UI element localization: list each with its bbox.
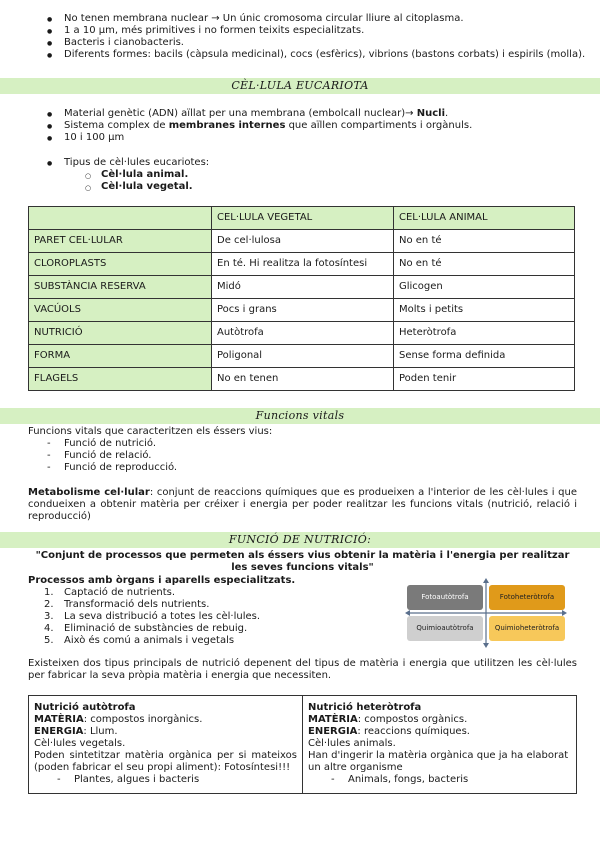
table-row bbox=[29, 230, 575, 253]
table-cell: Sense forma definida bbox=[394, 345, 575, 368]
list-item: 2. Transformació dels nutrients. bbox=[44, 599, 210, 610]
table-row-header: VACÚOLS bbox=[29, 299, 212, 322]
vital-functions-list bbox=[64, 438, 177, 474]
quadrant-fotoheterotrofa: Fotoheteròtrofa bbox=[489, 585, 565, 610]
table-cell: Glicogen bbox=[394, 276, 575, 299]
table-header-row bbox=[29, 207, 575, 230]
nutrition-quadrant-diagram bbox=[405, 578, 567, 648]
quadrant-fotoautotrofa: Fotoautòtrofa bbox=[407, 585, 483, 610]
eukaryote-types-sublist bbox=[101, 169, 193, 193]
autotrofa-description: Poden sintetitzar matèria orgànica per si mateixos (poden fabricar el seu propi aliment): Fotosíntesi!!! bbox=[34, 750, 297, 773]
nutrition-types-table bbox=[28, 695, 577, 794]
autotrofa-materia: MATÈRIA: compostos inorgànics. bbox=[34, 714, 203, 725]
list-item: ● 1 a 10 µm, més primitives i no formen teixits especialitzats. bbox=[64, 25, 585, 37]
table-cell: Poligonal bbox=[212, 345, 394, 368]
list-item: 3. La seva distribució a totes les cèl·lules. bbox=[44, 611, 261, 622]
section-title-vital: Funcions vitals bbox=[255, 409, 345, 422]
list-item: ● Diferents formes: bacils (càpsula medicinal), cocs (esfèrics), vibrions (bastons corbats) i espirils (molla). bbox=[64, 49, 585, 61]
quadrant-quimioheterotrofa: Quimioheteròtrofa bbox=[489, 616, 565, 641]
nutrition-quote: "Conjunt de processos que permeten als éssers vius obtenir la matèria i l'energia per realitzar les seves funcions vitals" bbox=[35, 550, 570, 573]
eukaryote-types-list bbox=[64, 157, 209, 169]
heterotrofa-materia: MATÈRIA: compostos orgànics. bbox=[308, 714, 468, 725]
list-item: ○ Cèl·lula vegetal. bbox=[101, 181, 193, 193]
table-row bbox=[29, 253, 575, 276]
table-row-header: PARET CEL·LULAR bbox=[29, 230, 212, 253]
table-row bbox=[29, 368, 575, 391]
table-cell: En té. Hi realitza la fotosíntesi bbox=[212, 253, 394, 276]
table-cell: No en tenen bbox=[212, 368, 394, 391]
table-header-cell bbox=[29, 207, 212, 230]
table-row bbox=[29, 276, 575, 299]
comparison-table bbox=[28, 206, 575, 391]
table-row-header: CLOROPLASTS bbox=[29, 253, 212, 276]
list-item: ● Tipus de cèl·lules eucariotes: bbox=[64, 157, 209, 169]
table-cell: No en té bbox=[394, 253, 575, 276]
table-cell: De cel·lulosa bbox=[212, 230, 394, 253]
vital-intro: Funcions vitals que caracteritzen els éssers vius: bbox=[28, 426, 273, 437]
list-item: - Funció de nutrició. bbox=[64, 438, 177, 450]
list-item: ● No tenen membrana nuclear → Un únic cromosoma circular lliure al citoplasma. bbox=[64, 13, 585, 25]
list-item: ● 10 i 100 µm bbox=[64, 132, 472, 144]
table-row-header: SUBSTÀNCIA RESERVA bbox=[29, 276, 212, 299]
heterotrofa-examples bbox=[308, 774, 571, 786]
heterotrofa-cells: Cèl·lules animals. bbox=[308, 738, 396, 749]
list-item: ○ Cèl·lula animal. bbox=[101, 169, 193, 181]
table-row-header: NUTRICIÓ bbox=[29, 322, 212, 345]
list-item: 1. Captació de nutrients. bbox=[44, 587, 176, 598]
nutrition-types-paragraph: Existeixen dos tipus principals de nutrició depenent del tipus de matèria i energia que utilitzen les cèl·lules per fabricar la seva pròpia matèria i energia que necessiten. bbox=[28, 658, 577, 681]
table-header-cell: CEL·LULA VEGETAL bbox=[212, 207, 394, 230]
list-item: - Plantes, algues i bacteris bbox=[74, 774, 297, 786]
list-item: - Funció de reproducció. bbox=[64, 462, 177, 474]
table-cell: No en té bbox=[394, 230, 575, 253]
table-row bbox=[29, 299, 575, 322]
table-row bbox=[29, 322, 575, 345]
section-title-nutrition: FUNCIÓ DE NUTRICIÓ: bbox=[228, 533, 372, 546]
autotrofa-examples bbox=[34, 774, 297, 786]
table-row bbox=[29, 345, 575, 368]
list-item: ● Material genètic (ADN) aïllat per una membrana (embolcall nuclear)→ Nucli. bbox=[64, 108, 472, 120]
table-cell: Autòtrofa bbox=[212, 322, 394, 345]
list-item: - Animals, fongs, bacteris bbox=[348, 774, 571, 786]
autotrofa-column bbox=[29, 696, 302, 793]
heterotrofa-description: Han d'ingerir la matèria orgànica que ja ha elaborat un altre organisme bbox=[308, 750, 569, 773]
list-item: ● Bacteris i cianobacteris. bbox=[64, 37, 585, 49]
list-item: 5. Això és comú a animals i vegetals bbox=[44, 635, 235, 646]
quadrant-quimioautotrofa: Quimioautòtrofa bbox=[407, 616, 483, 641]
prokaryote-list bbox=[64, 13, 585, 61]
list-item: - Funció de relació. bbox=[64, 450, 177, 462]
autotrofa-title: Nutrició autòtrofa bbox=[34, 702, 136, 713]
table-header-cell: CEL·LULA ANIMAL bbox=[394, 207, 575, 230]
table-cell: Pocs i grans bbox=[212, 299, 394, 322]
heterotrofa-title: Nutrició heteròtrofa bbox=[308, 702, 422, 713]
table-row-header: FLAGELS bbox=[29, 368, 212, 391]
process-steps-list bbox=[44, 587, 261, 647]
table-row-header: FORMA bbox=[29, 345, 212, 368]
metabolism-paragraph: Metabolisme cel·lular: conjunt de reaccions químiques que es produeixen a l'interior de les cèl·lules i que condueixen a obtenir matèria per créixer i energia per poder realitzar les funcions vitals (nutrició, relació i reproducció) bbox=[28, 487, 578, 522]
autotrofa-energia: ENERGIA: Llum. bbox=[34, 726, 118, 737]
process-heading: Processos amb òrgans i aparells especialitzats. bbox=[28, 575, 296, 586]
heterotrofa-column bbox=[302, 696, 576, 793]
table-cell: Molts i petits bbox=[394, 299, 575, 322]
table-cell: Poden tenir bbox=[394, 368, 575, 391]
autotrofa-cells: Cèl·lules vegetals. bbox=[34, 738, 126, 749]
section-title-eukaryote: CÈL·LULA EUCARIOTA bbox=[231, 79, 369, 92]
table-cell: Heteròtrofa bbox=[394, 322, 575, 345]
heterotrofa-energia: ENERGIA: reaccions químiques. bbox=[308, 726, 470, 737]
list-item: 4. Eliminació de substàncies de rebuig. bbox=[44, 623, 248, 634]
list-item: ● Sistema complex de membranes internes que aïllen compartiments i orgànuls. bbox=[64, 120, 472, 132]
eukaryote-list bbox=[64, 108, 472, 144]
table-cell: Midó bbox=[212, 276, 394, 299]
